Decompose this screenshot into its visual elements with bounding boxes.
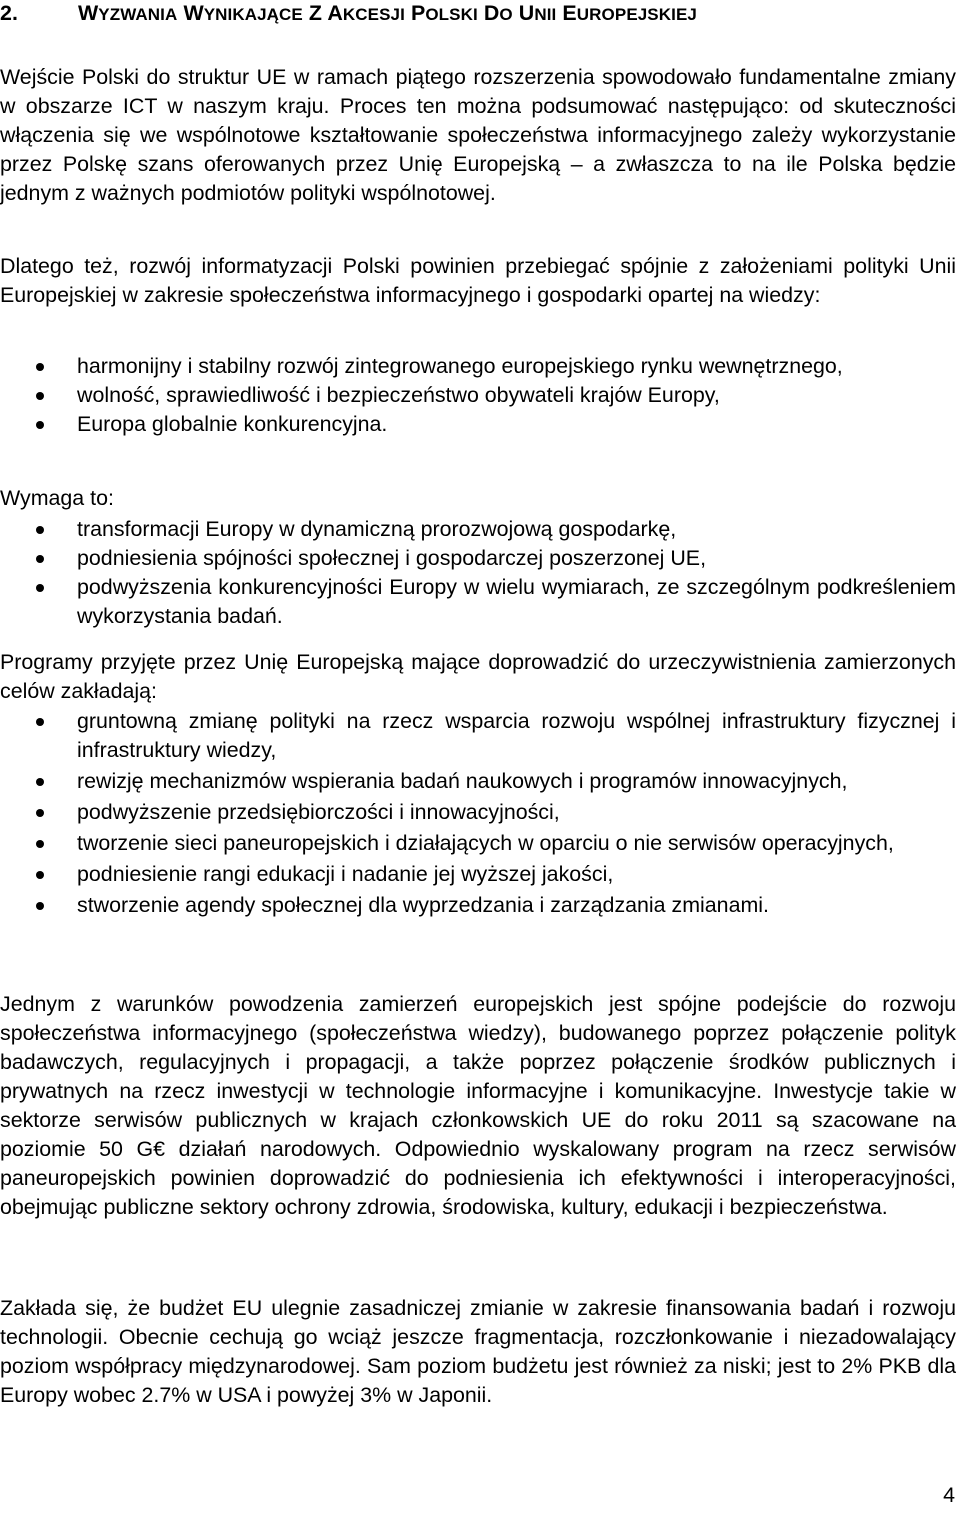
bullet-icon (36, 363, 44, 371)
list-item: transformacji Europy w dynamiczną prorozwojową gospodarkę, (0, 515, 956, 544)
bullet-icon (36, 584, 44, 592)
paragraph-dlatego: Dlatego też, rozwój informatyzacji Polski powinien przebiegać spójnie z założeniami polityki Unii Europejskiej w zakresie społeczeństwa informacyjnego i gospodarki opartej na wiedzy: (0, 254, 956, 307)
list-item: tworzenie sieci paneuropejskich i działających w oparciu o nie serwisów operacyjnych, (0, 829, 956, 858)
label-wymaga: Wymaga to: (0, 486, 114, 510)
section-title: WYZWANIA WYNIKAJĄCE Z AKCESJI POLSKI DO UNII EUROPEJSKIEJ (78, 1, 697, 25)
list-item: podniesienia spójności społecznej i gospodarczej poszerzonej UE, (0, 544, 956, 573)
list-item: podwyższenie przedsiębiorczości i innowacyjności, (0, 798, 956, 827)
paragraph-programy: Programy przyjęte przez Unię Europejską mające doprowadzić do urzeczywistnienia zamierzonych celów zakładają: (0, 650, 956, 703)
bullet-icon (36, 555, 44, 563)
section-number: 2. (0, 1, 19, 25)
bullet-icon (36, 392, 44, 400)
list-item: stworzenie agendy społecznej dla wyprzedzania i zarządzania zmianami. (0, 891, 956, 920)
section-heading (0, 0, 697, 29)
list-item: Europa globalnie konkurencyjna. (0, 410, 956, 439)
list-item: podwyższenia konkurencyjności Europy w wielu wymiarach, ze szczególnym podkreśleniem wykorzystania badań. (0, 573, 956, 631)
list-item: podniesienie rangi edukacji i nadanie jej wyższej jakości, (0, 860, 956, 889)
list-programs (0, 707, 956, 920)
list-ue-policy (0, 352, 956, 439)
list-item: harmonijny i stabilny rozwój zintegrowanego europejskiego rynku wewnętrznego, (0, 352, 956, 381)
bullet-icon (36, 718, 44, 726)
page-number: 4 (943, 1483, 955, 1507)
list-item: rewizję mechanizmów wspierania badań naukowych i programów innowacyjnych, (0, 767, 956, 796)
paragraph-intro: Wejście Polski do struktur UE w ramach piątego rozszerzenia spowodowało fundamentalne zmiany w obszarze ICT w naszym kraju. Proces ten można podsumować następująco: od skuteczności włączenia się we wspólnotowe kształtowanie społeczeństwa informacyjnego zależy wykorzystanie przez Polskę szans oferowanych przez Unię Europejską – a zwłaszcza to na ile Polska będzie jednym z ważnych podmiotów polityki wspólnotowej. (0, 65, 956, 205)
paragraph-jednym: Jednym z warunków powodzenia zamierzeń europejskich jest spójne podejście do rozwoju społeczeństwa informacyjnego (społeczeństwa wiedzy), budowanego poprzez połączenie polityk badawczych, regulacyjnych i propagacji, a także poprzez połączenie środków publicznych i prywatnych na rzecz inwestycji w technologie informacyjne i komunikacyjne. Inwestycje takie w sektorze serwisów publicznych w krajach członkowskich UE do roku 2011 są szacowane na poziomie 50 G€ działań narodowych. Odpowiednio wyskalowany program na rzecz serwisów paneuropejskich powinien doprowadzić do podniesienia ich efektywności i interoperacyjności, obejmując publiczne sektory ochrony zdrowia, środowiska, kultury, edukacji i bezpieczeństwa. (0, 992, 956, 1219)
list-item: wolność, sprawiedliwość i bezpieczeństwo obywateli krajów Europy, (0, 381, 956, 410)
bullet-icon (36, 902, 44, 910)
bullet-icon (36, 778, 44, 786)
paragraph-zaklada: Zakłada się, że budżet EU ulegnie zasadniczej zmianie w zakresie finansowania badań i rozwoju technologii. Obecnie cechują go wciąż jeszcze fragmentacja, rozczłonkowanie i niezadowalający poziom współpracy międzynarodowej. Sam poziom budżetu jest również za niski; jest to 2% PKB dla Europy wobec 2.7% w USA i powyżej 3% w Japonii. (0, 1296, 956, 1407)
list-requirements (0, 515, 956, 631)
bullet-icon (36, 526, 44, 534)
bullet-icon (36, 809, 44, 817)
list-item: gruntowną zmianę polityki na rzecz wsparcia rozwoju wspólnej infrastruktury fizycznej i infrastruktury wiedzy, (0, 707, 956, 765)
bullet-icon (36, 421, 44, 429)
bullet-icon (36, 871, 44, 879)
bullet-icon (36, 840, 44, 848)
